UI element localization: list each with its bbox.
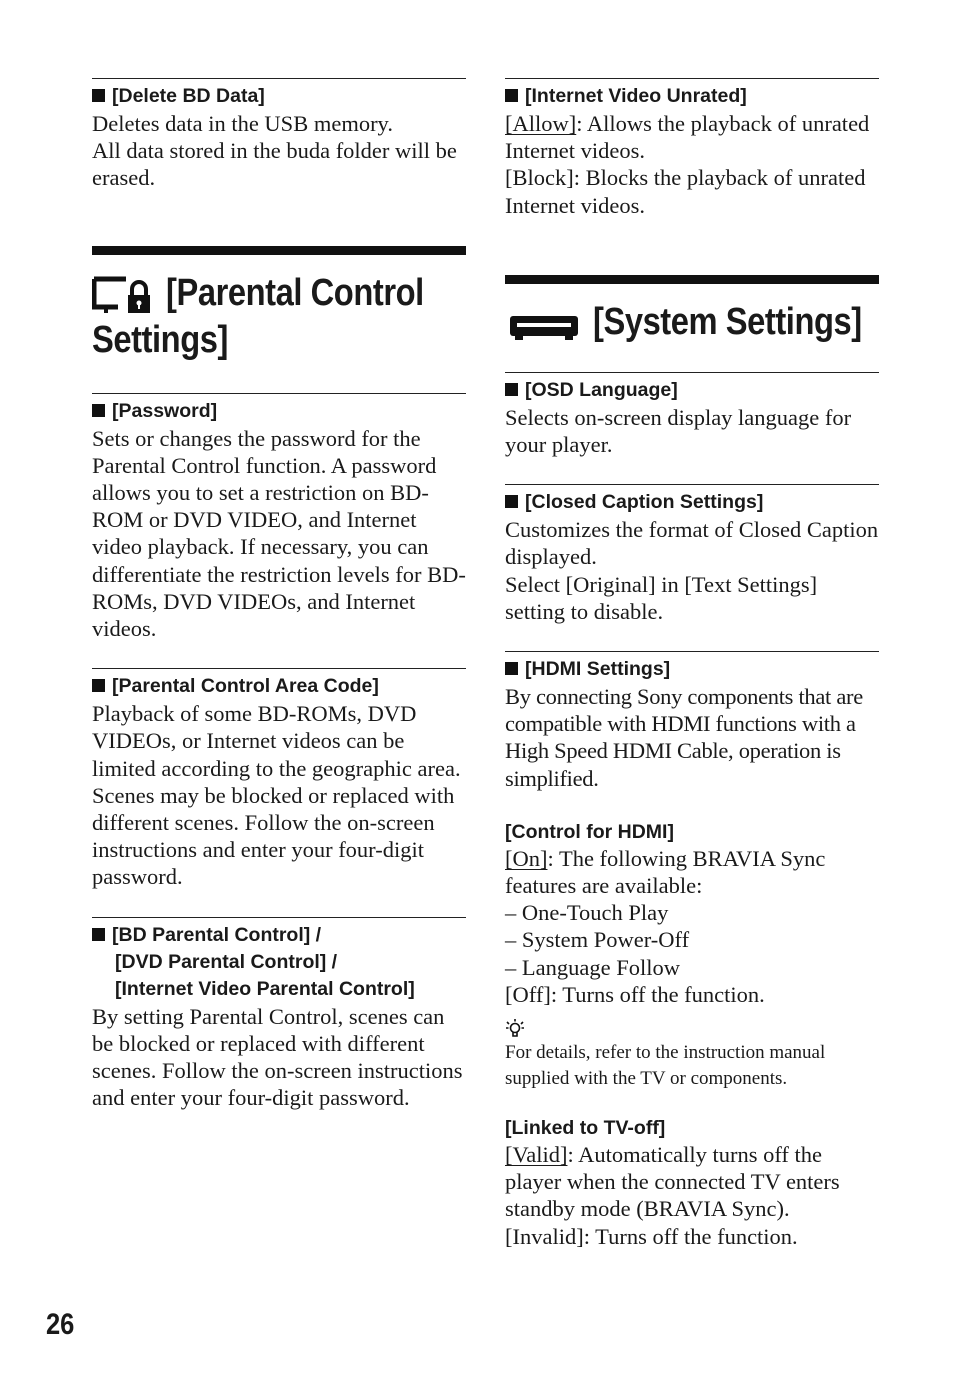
left-column [92,78,466,1111]
delete-bd-line1: Deletes data in the USB memory. [92,111,393,136]
section-heading-unrated: [Internet Video Unrated] [505,79,879,110]
linked-tv-off-heading: [Linked to TV-off] [505,1117,666,1140]
unrated-allow: [Allow]: Allows the playback of unrated Internet videos. [505,111,870,164]
parental-title-line1: [Parental Control [166,271,424,314]
section-heading-bd-parental-line2: [DVD Parental Control] / [115,950,338,973]
linked-valid: [Valid]: Automatically turns off the player when the connected TV enters standby mode (BRAVIA Sync). [505,1142,840,1222]
control-for-hdmi-heading: [Control for HDMI] [505,820,674,843]
bullet-square-icon [505,495,518,508]
area-code-body: Playback of some BD-ROMs, DVD VIDEOs, or Internet videos can be limited according to the geographic area. Scenes may be blocked or replaced with different scenes. Follow the on-screen instructions and enter your four-digit password. [92,701,461,890]
tip-note: For details, refer to the instruction manual supplied with the TV or components. [505,1042,826,1089]
section-heading-delete-bd: [Delete BD Data] [92,79,466,110]
section-rule [92,246,466,255]
page-number: 26 [46,1308,75,1341]
bullet-square-icon [92,404,105,417]
bullet-square-icon [505,662,518,675]
section-rule [505,275,879,284]
player-device-icon [509,312,579,342]
list-item: – One-Touch Play [505,900,669,926]
bullet-square-icon [92,679,105,692]
section-heading-bd-parental: [BD Parental Control] / [92,918,466,949]
section-heading-password: [Password] [92,394,466,425]
delete-bd-line2: All data stored in the buda folder will be erased. [92,138,457,191]
bullet-square-icon [92,89,105,102]
unrated-block: [Block]: Blocks the playback of unrated Internet videos. [505,165,866,218]
section-heading-osd: [OSD Language] [505,373,879,404]
bd-parental-body: By setting Parental Control, scenes can be blocked or replaced with different scenes. Follow the on-screen instructions and enter your four-digit password. [92,1003,463,1111]
system-settings-title [505,296,879,354]
parental-lock-icon [92,275,152,317]
bullet-square-icon [92,928,105,941]
right-column [505,78,879,1250]
linked-invalid: [Invalid]: Turns off the function. [505,1223,798,1249]
section-heading-caption: [Closed Caption Settings] [505,485,879,516]
control-off: [Off]: Turns off the function. [505,981,765,1007]
list-item: – System Power-Off [505,927,690,953]
control-on: [On]: The following BRAVIA Sync features are available: [505,845,826,899]
section-heading-bd-parental-line3: [Internet Video Parental Control] [115,977,415,1000]
hdmi-body: By connecting Sony components that are compatible with HDMI functions with a High Speed HDMI Cable, operation is simplified. [505,684,863,791]
caption-body1: Customizes the format of Closed Caption displayed. [505,517,879,570]
section-heading-hdmi: [HDMI Settings] [505,652,879,683]
osd-body: Selects on-screen display language for your player. [505,404,852,458]
valid-default-option: [Valid] [505,1142,568,1168]
bullet-square-icon [505,89,518,102]
on-default-option: [On] [505,845,548,871]
caption-body2: Select [Original] in [Text Settings] setting to disable. [505,571,818,624]
lightbulb-icon [505,1018,525,1040]
password-body: Sets or changes the password for the Parental Control function. A password allows you to set a restriction on BD-ROM or DVD VIDEO, and Internet video playback. If necessary, you can differentiate the restriction levels for BD-ROMs, DVD VIDEOs, and Internet videos. [92,425,466,642]
parental-control-title [92,267,466,367]
system-title-text: [System Settings] [593,300,862,343]
bullet-square-icon [505,383,518,396]
section-heading-area-code: [Parental Control Area Code] [92,669,466,700]
list-item: – Language Follow [505,954,680,980]
allow-default-option: [Allow] [505,111,577,136]
parental-title-line2: Settings] [92,318,228,361]
